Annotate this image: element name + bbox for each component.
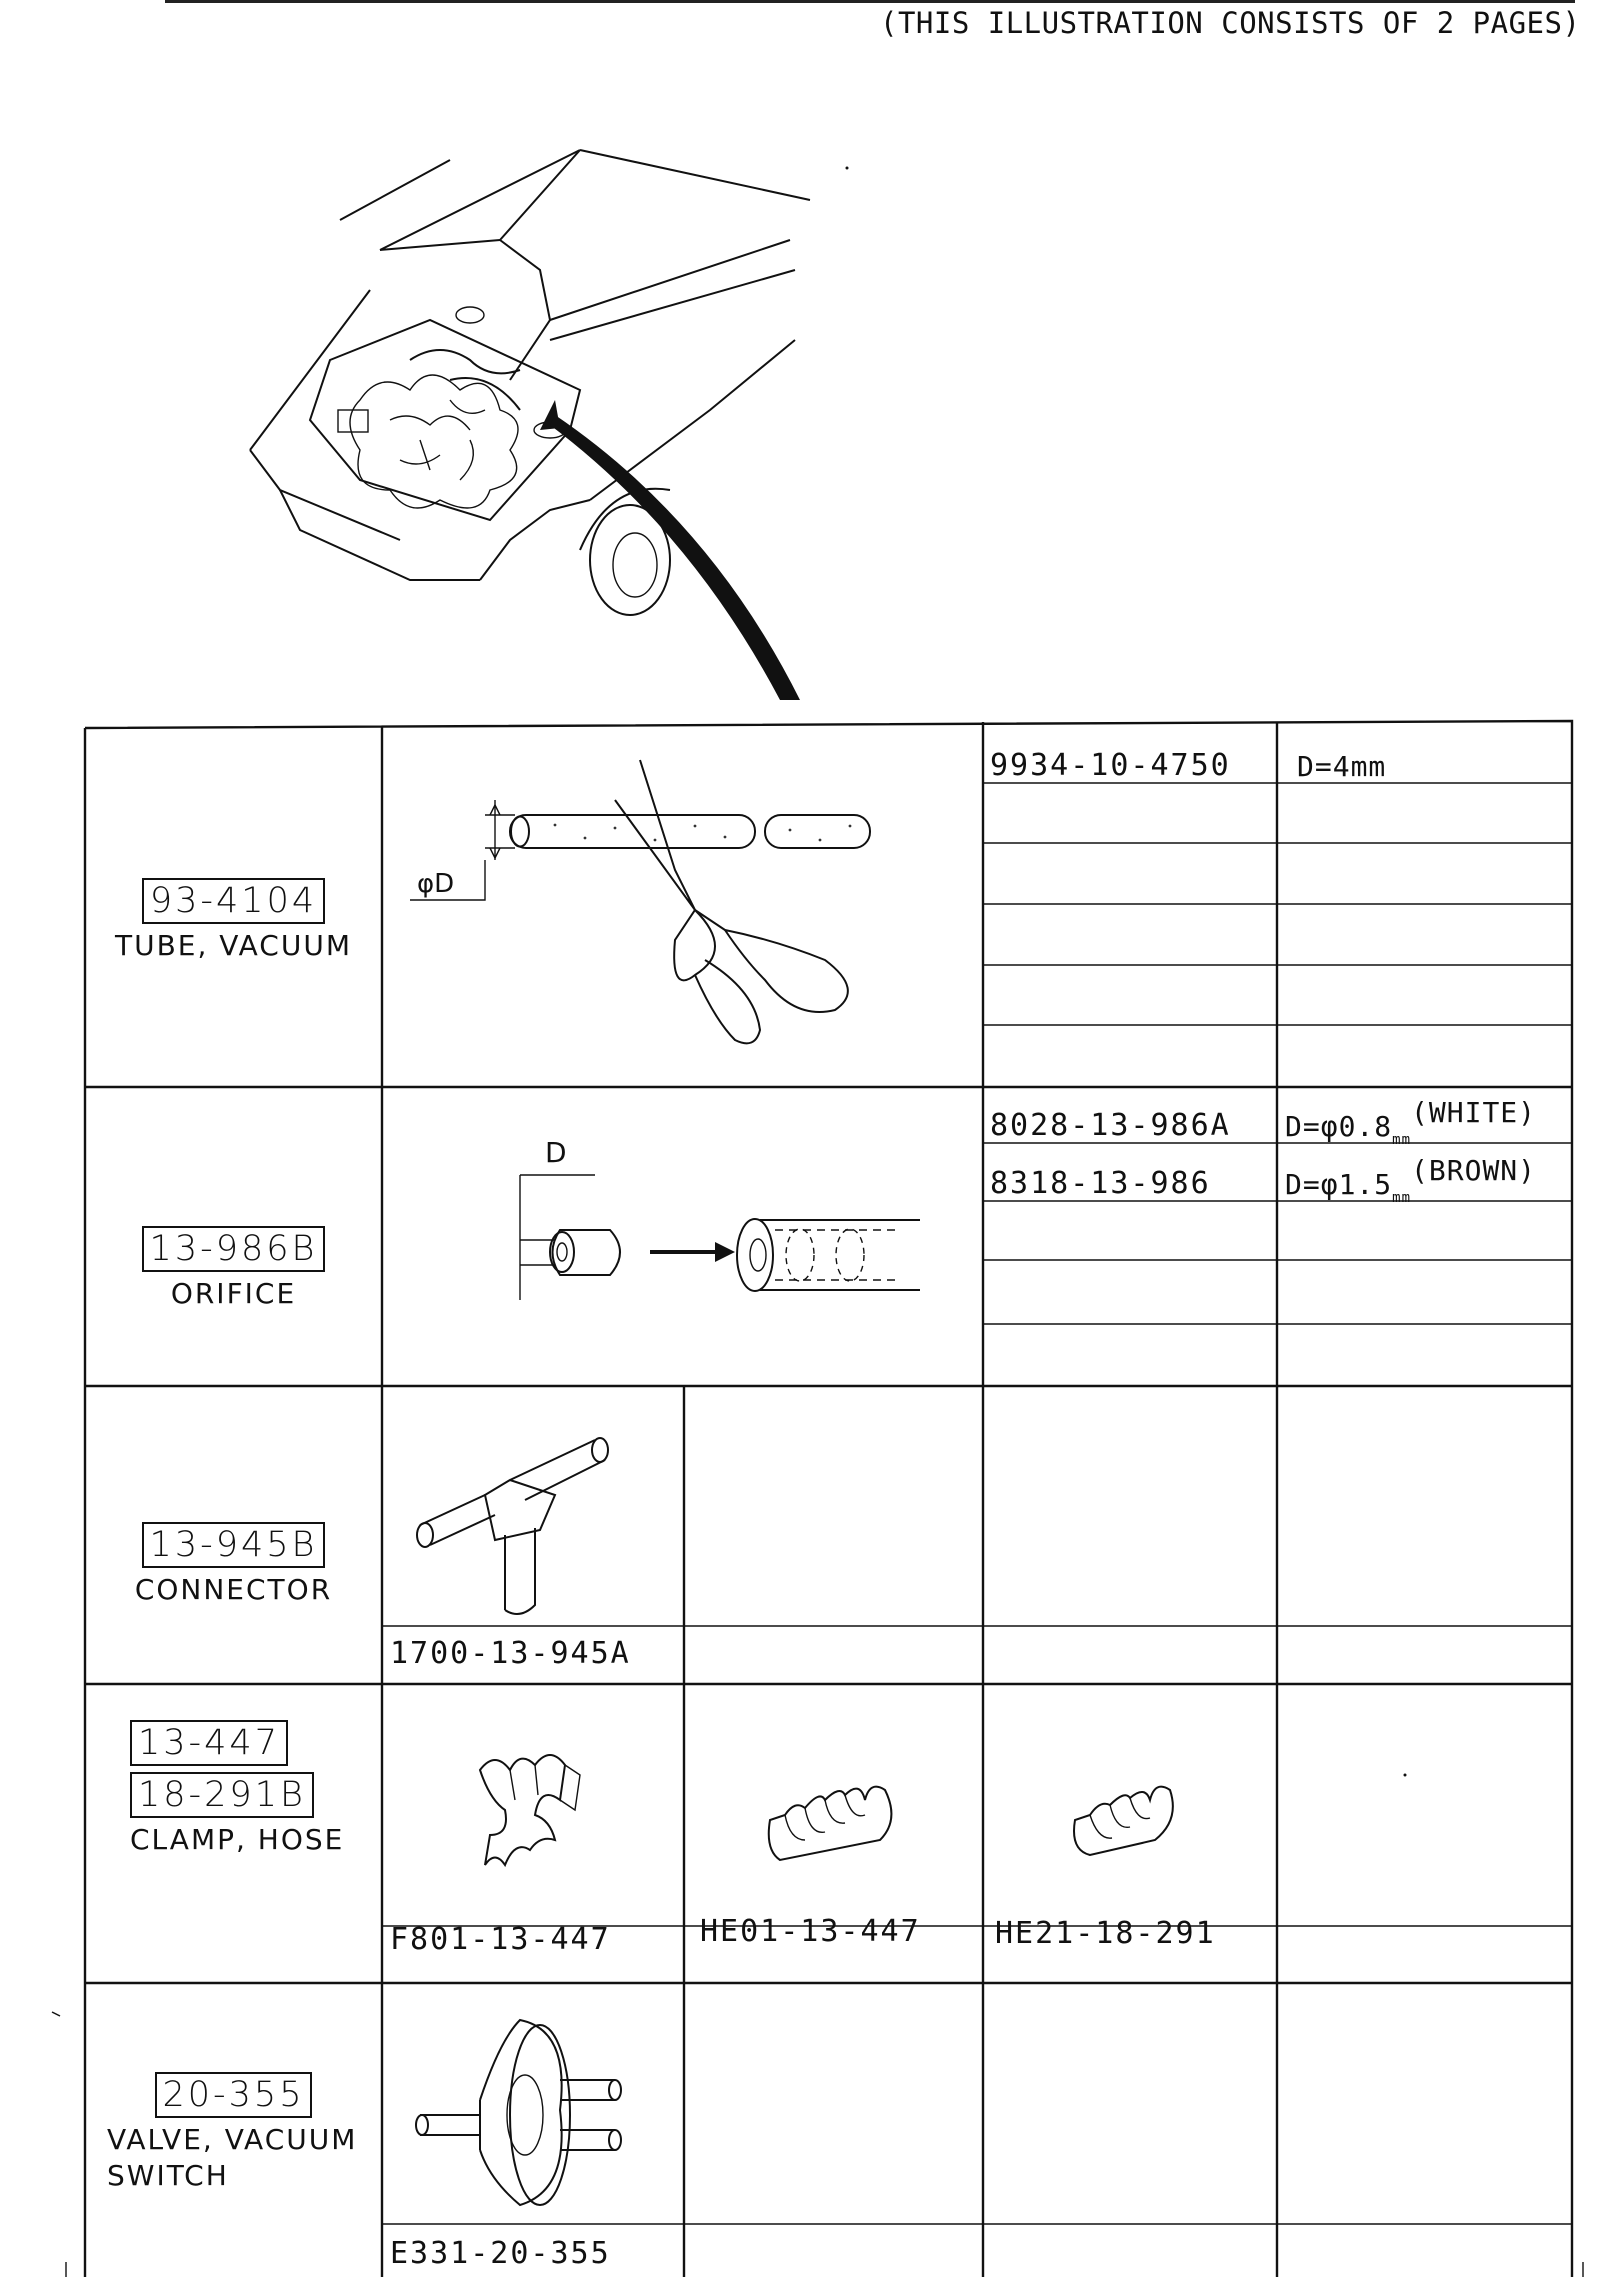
stray-mark-left [50,2010,62,2020]
code-9934-10-4750: 9934-10-4750 [990,748,1231,783]
spec-d-1-5-brown: $D=\varphi 1.5_{mm}(BROWN)$ [1285,1154,1537,1206]
part-name-valve-vacuum: VALVE, VACUUM [107,2123,358,2156]
part-number-13-945b: 13-945B [142,1522,326,1568]
code-f801-13-447: F801-13-447 [390,1922,611,1957]
row-tube-vacuum-label [85,878,382,964]
clamp-he21-illustration [1060,1760,1190,1880]
part-name-orifice: ORIFICE [170,1277,297,1310]
part-number-13-986b: 13-986B [142,1226,326,1272]
t-connector-illustration [400,1440,640,1620]
code-e331-20-355: E331-20-355 [390,2236,611,2271]
code-1700-13-945a: 1700-13-945A [390,1636,631,1671]
row-connector-label [85,1522,382,1608]
part-number-20-355: 20-355 [155,2072,313,2118]
part-name-tube-vacuum: TUBE, VACUUM [114,929,353,962]
vacuum-switch-valve-illustration [410,2020,640,2210]
code-8028-13-986a: 8028-13-986A [990,1108,1231,1143]
code-he01-13-447: HE01-13-447 [700,1914,921,1949]
part-name-clamp-hose: CLAMP, HOSE [130,1823,345,1856]
code-he21-18-291: HE21-18-291 [995,1916,1216,1951]
dimension-label-phi-d: φD [417,869,455,899]
part-number-13-447: 13-447 [130,1720,288,1766]
clamp-f801-illustration [470,1740,600,1880]
row-orifice-label [85,1226,382,1312]
spec-d-0-8-white: $D=\varphi 0.8_{mm}(WHITE)$ [1285,1096,1537,1148]
row-valve-vacuum-switch-label [85,2072,382,2194]
row-clamp-hose-label [130,1720,380,1858]
part-number-93-4104: 93-4104 [142,878,325,924]
vacuum-tube-scissors-illustration [395,760,955,1060]
dimension-label-d: D [545,1136,567,1169]
orifice-illustration [500,1130,940,1310]
clamp-he01-illustration [760,1760,910,1880]
spec-d-4mm: D=4mm [1297,750,1387,783]
page-note: (THIS ILLUSTRATION CONSISTS OF 2 PAGES) [880,6,1581,40]
stray-mark [1400,1770,1410,1780]
code-8318-13-986: 8318-13-986 [990,1166,1211,1201]
part-name-switch: SWITCH [107,2159,229,2192]
part-number-18-291b: 18-291B [130,1772,314,1818]
part-name-connector: CONNECTOR [134,1573,333,1606]
